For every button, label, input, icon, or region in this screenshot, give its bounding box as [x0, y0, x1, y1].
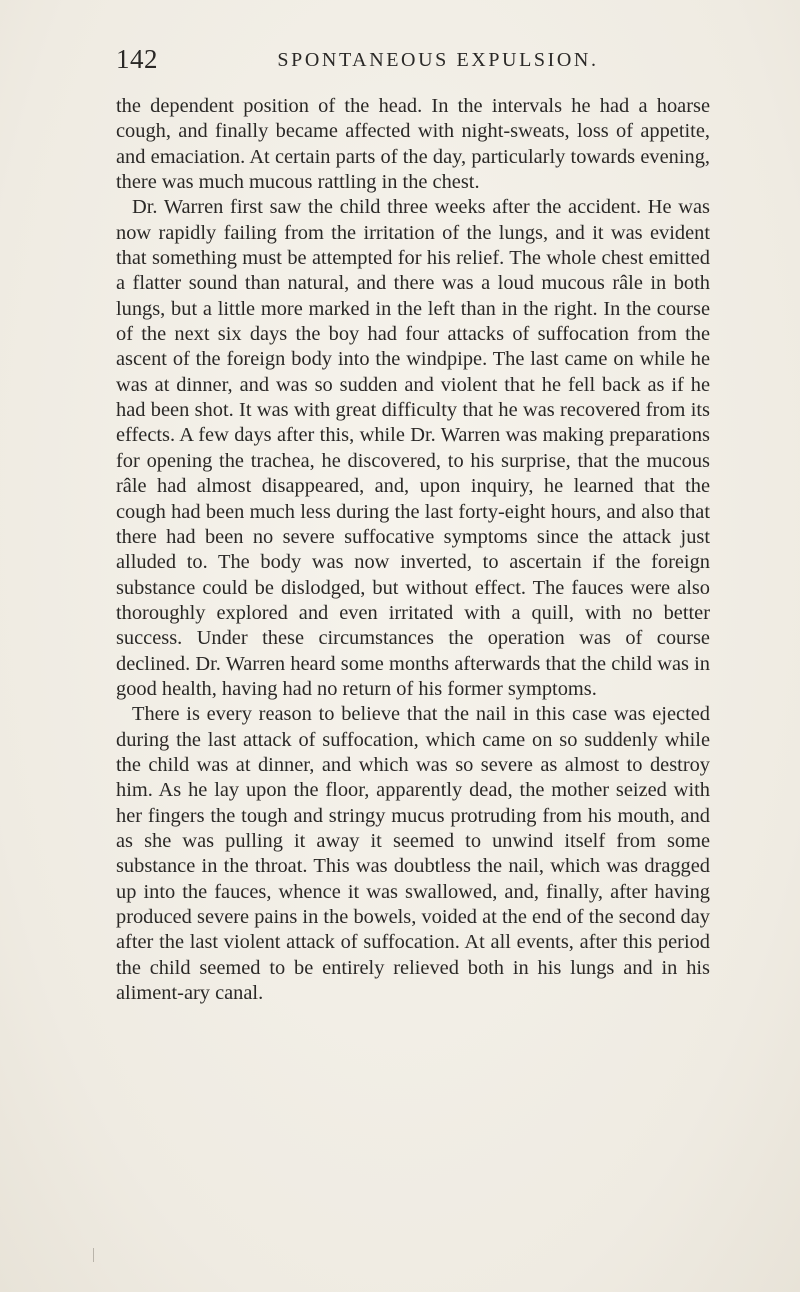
- running-title: SPONTANEOUS EXPULSION.: [277, 49, 599, 71]
- running-head: [116, 44, 710, 78]
- margin-mark: [93, 1248, 94, 1262]
- page-number: 142: [116, 44, 158, 74]
- paragraph-dr-warren: Dr. Warren first saw the child three weeks after the accident. He was now rapidly failing from the irritation of the lungs, and it was evident that something must be attempted for his relief. The whole chest emitted a flatter sound than natural, and there was a loud mucous râle in both lungs, but a little more marked in the left than in the right. In the course of the next six days the boy had four attacks of suffocation from the ascent of the foreign body into the windpipe. The last came on while he was at dinner, and was so sudden and violent that he fell back as if he had been shot. It was with great difficulty that he was recovered from its effects. A few days after this, while Dr. Warren was making preparations for opening the trachea, he discovered, to his surprise, that the mucous râle had almost disappeared, and, upon inquiry, he learned that the cough had been much less during the last forty-eight hours, and also that there had been no severe suffocative symptoms since the attack just alluded to. The body was now inverted, to ascertain if the foreign substance could be dislodged, but without effect. The fauces were also thoroughly explored and even irritated with a quill, with no better success. Under these circumstances the operation was of course declined. Dr. Warren heard some months afterwards that the child was in good health, having had no return of his former symptoms.: [116, 196, 710, 700]
- paragraph-continued: the dependent position of the head. In the intervals he had a hoarse cough, and finally became affected with night-sweats, loss of appetite, and emaciation. At certain parts of the day, particularly towards evening, there was much mucous rattling in the chest.: [116, 95, 710, 194]
- paragraph-conclusion: There is every reason to believe that the nail in this case was ejected during the last attack of suffocation, which came on so suddenly while the child was at dinner, and which was so severe as almost to destroy him. As he lay upon the floor, apparently dead, the mother seized with her fingers the tough and stringy mucus protruding from his mouth, and as she was pulling it away it seemed to unwind itself from some substance in the throat. This was doubtless the nail, which was dragged up into the fauces, whence it was swallowed, and, finally, after having produced severe pains in the bowels, voided at the end of the second day after the last violent attack of suffocation. At all events, after this period the child seemed to be entirely relieved both in his lungs and in his aliment-ary canal.: [116, 703, 710, 1005]
- body-text: [116, 94, 710, 1006]
